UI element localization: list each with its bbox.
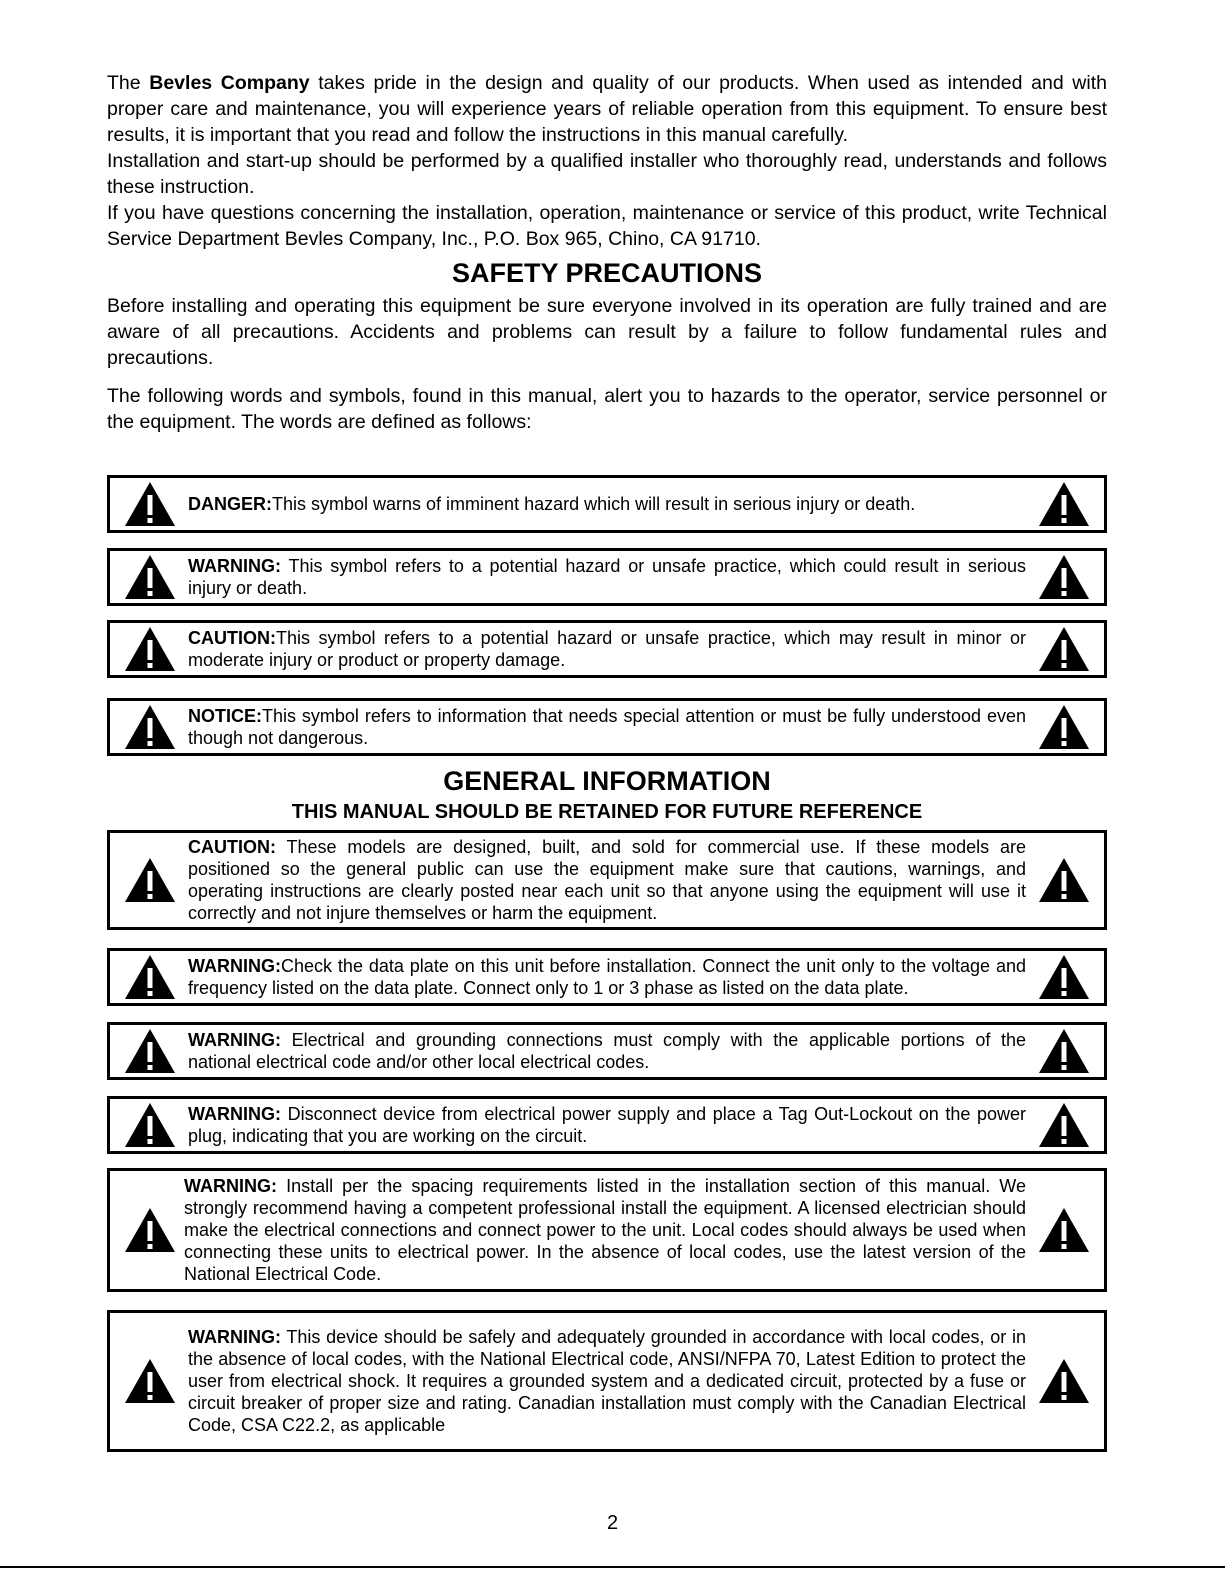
warning-triangle-icon (124, 554, 176, 600)
warning-triangle-icon (124, 1102, 176, 1148)
intro-paragraph-1: The Bevles Company takes pride in the design and quality of our products. When used as intended and with proper care and maintenance, you will experience years of reliable operation from this equipment. To ensure best results, it is important that you read and follow the instructions in this manual carefully. (107, 72, 1107, 146)
warning-triangle-icon (124, 1207, 176, 1253)
intro-paragraph-3: If you have questions concerning the installation, operation, maintenance or service of this product, write Technical Service Department Bevles Company, Inc., P.O. Box 965, Chino, CA 91710. (107, 202, 1107, 250)
safety-precautions-title: SAFETY PRECAUTIONS (451, 258, 763, 288)
caution-commercial-use-box: CAUTION: These models are designed, built, and sold for commercial use. If these models are positioned so the general public can use the equipment make sure that cautions, warnings, and operating instructions are clearly posted near each unit so that anyone using the equipment will use it correctly and not injure themselves or harm the equipment. (107, 830, 1107, 930)
warning-triangle-icon (124, 1028, 176, 1074)
warning-triangle-icon (124, 704, 176, 750)
notice-definition-box: NOTICE:This symbol refers to information that needs special attention or must be fully understood even though not dangerous. (107, 698, 1107, 756)
warning-grounding-box: WARNING: This device should be safely and adequately grounded in accordance with local codes, or in the absence of local codes, with the National Electrical code, ANSI/NFPA 70, Latest Edition to protect the user from electrical shock. It requires a grounded system and a dedicated circuit, protected by a fuse or circuit breaker of proper size and rating. Canadian installation must comply with the Canadian Electrical Code, CSA C22.2, as applicable (107, 1310, 1107, 1452)
warning-triangle-icon (1038, 481, 1090, 527)
warning-electrical-code-box: WARNING: Electrical and grounding connections must comply with the applicable portions of the national electrical code and/or other local electrical codes. (107, 1022, 1107, 1080)
warning-triangle-icon (1038, 954, 1090, 1000)
safety-paragraph-2: The following words and symbols, found in this manual, alert you to hazards to the operator, service personnel or the equipment. The words are defined as follows: (107, 385, 1107, 433)
warning-triangle-icon (1038, 1358, 1090, 1404)
warning-triangle-icon (124, 954, 176, 1000)
safety-paragraph-1: Before installing and operating this equipment be sure everyone involved in its operation are fully trained and are aware of all precautions. Accidents and problems can result by a failure to follow fundamental rules and precautions. (107, 295, 1107, 369)
warning-definition-box: WARNING: This symbol refers to a potential hazard or unsafe practice, which could result in serious injury or death. (107, 548, 1107, 606)
warning-disconnect-box: WARNING: Disconnect device from electrical power supply and place a Tag Out-Lockout on the power plug, indicating that you are working on the circuit. (107, 1096, 1107, 1154)
warning-triangle-icon (124, 626, 176, 672)
warning-triangle-icon (1038, 857, 1090, 903)
bottom-divider (0, 1566, 1225, 1568)
general-information-title: GENERAL INFORMATION (443, 766, 771, 796)
retain-manual-subtitle: THIS MANUAL SHOULD BE RETAINED FOR FUTURE REFERENCE (291, 801, 923, 823)
warning-triangle-icon (1038, 1207, 1090, 1253)
warning-triangle-icon (1038, 704, 1090, 750)
warning-triangle-icon (124, 1358, 176, 1404)
warning-triangle-icon (124, 857, 176, 903)
warning-installation-box: WARNING: Install per the spacing requirements listed in the installation section of this manual. We strongly recommend having a competent professional install the equipment. A licensed electrician should make the electrical connections and connect power to the unit. Local codes should always be used when connecting these units to electrical power. In the absence of local codes, use the latest version of the National Electrical Code. (107, 1168, 1107, 1292)
warning-data-plate-box: WARNING:Check the data plate on this unit before installation. Connect the unit only to the voltage and frequency listed on the data plate. Connect only to 1 or 3 phase as listed on the data plate. (107, 948, 1107, 1006)
warning-triangle-icon (1038, 626, 1090, 672)
warning-triangle-icon (1038, 1102, 1090, 1148)
caution-definition-box: CAUTION:This symbol refers to a potential hazard or unsafe practice, which may result in minor or moderate injury or product or property damage. (107, 620, 1107, 678)
page-content (107, 70, 1107, 1452)
page-number: 2 (606, 1512, 619, 1534)
danger-box: DANGER:This symbol warns of imminent hazard which will result in serious injury or death. (107, 475, 1107, 533)
warning-triangle-icon (124, 481, 176, 527)
warning-triangle-icon (1038, 1028, 1090, 1074)
warning-triangle-icon (1038, 554, 1090, 600)
company-name: Bevles Company (149, 72, 310, 94)
intro-paragraph-2: Installation and start-up should be performed by a qualified installer who thoroughly read, understands and follows these instruction. (107, 150, 1107, 198)
